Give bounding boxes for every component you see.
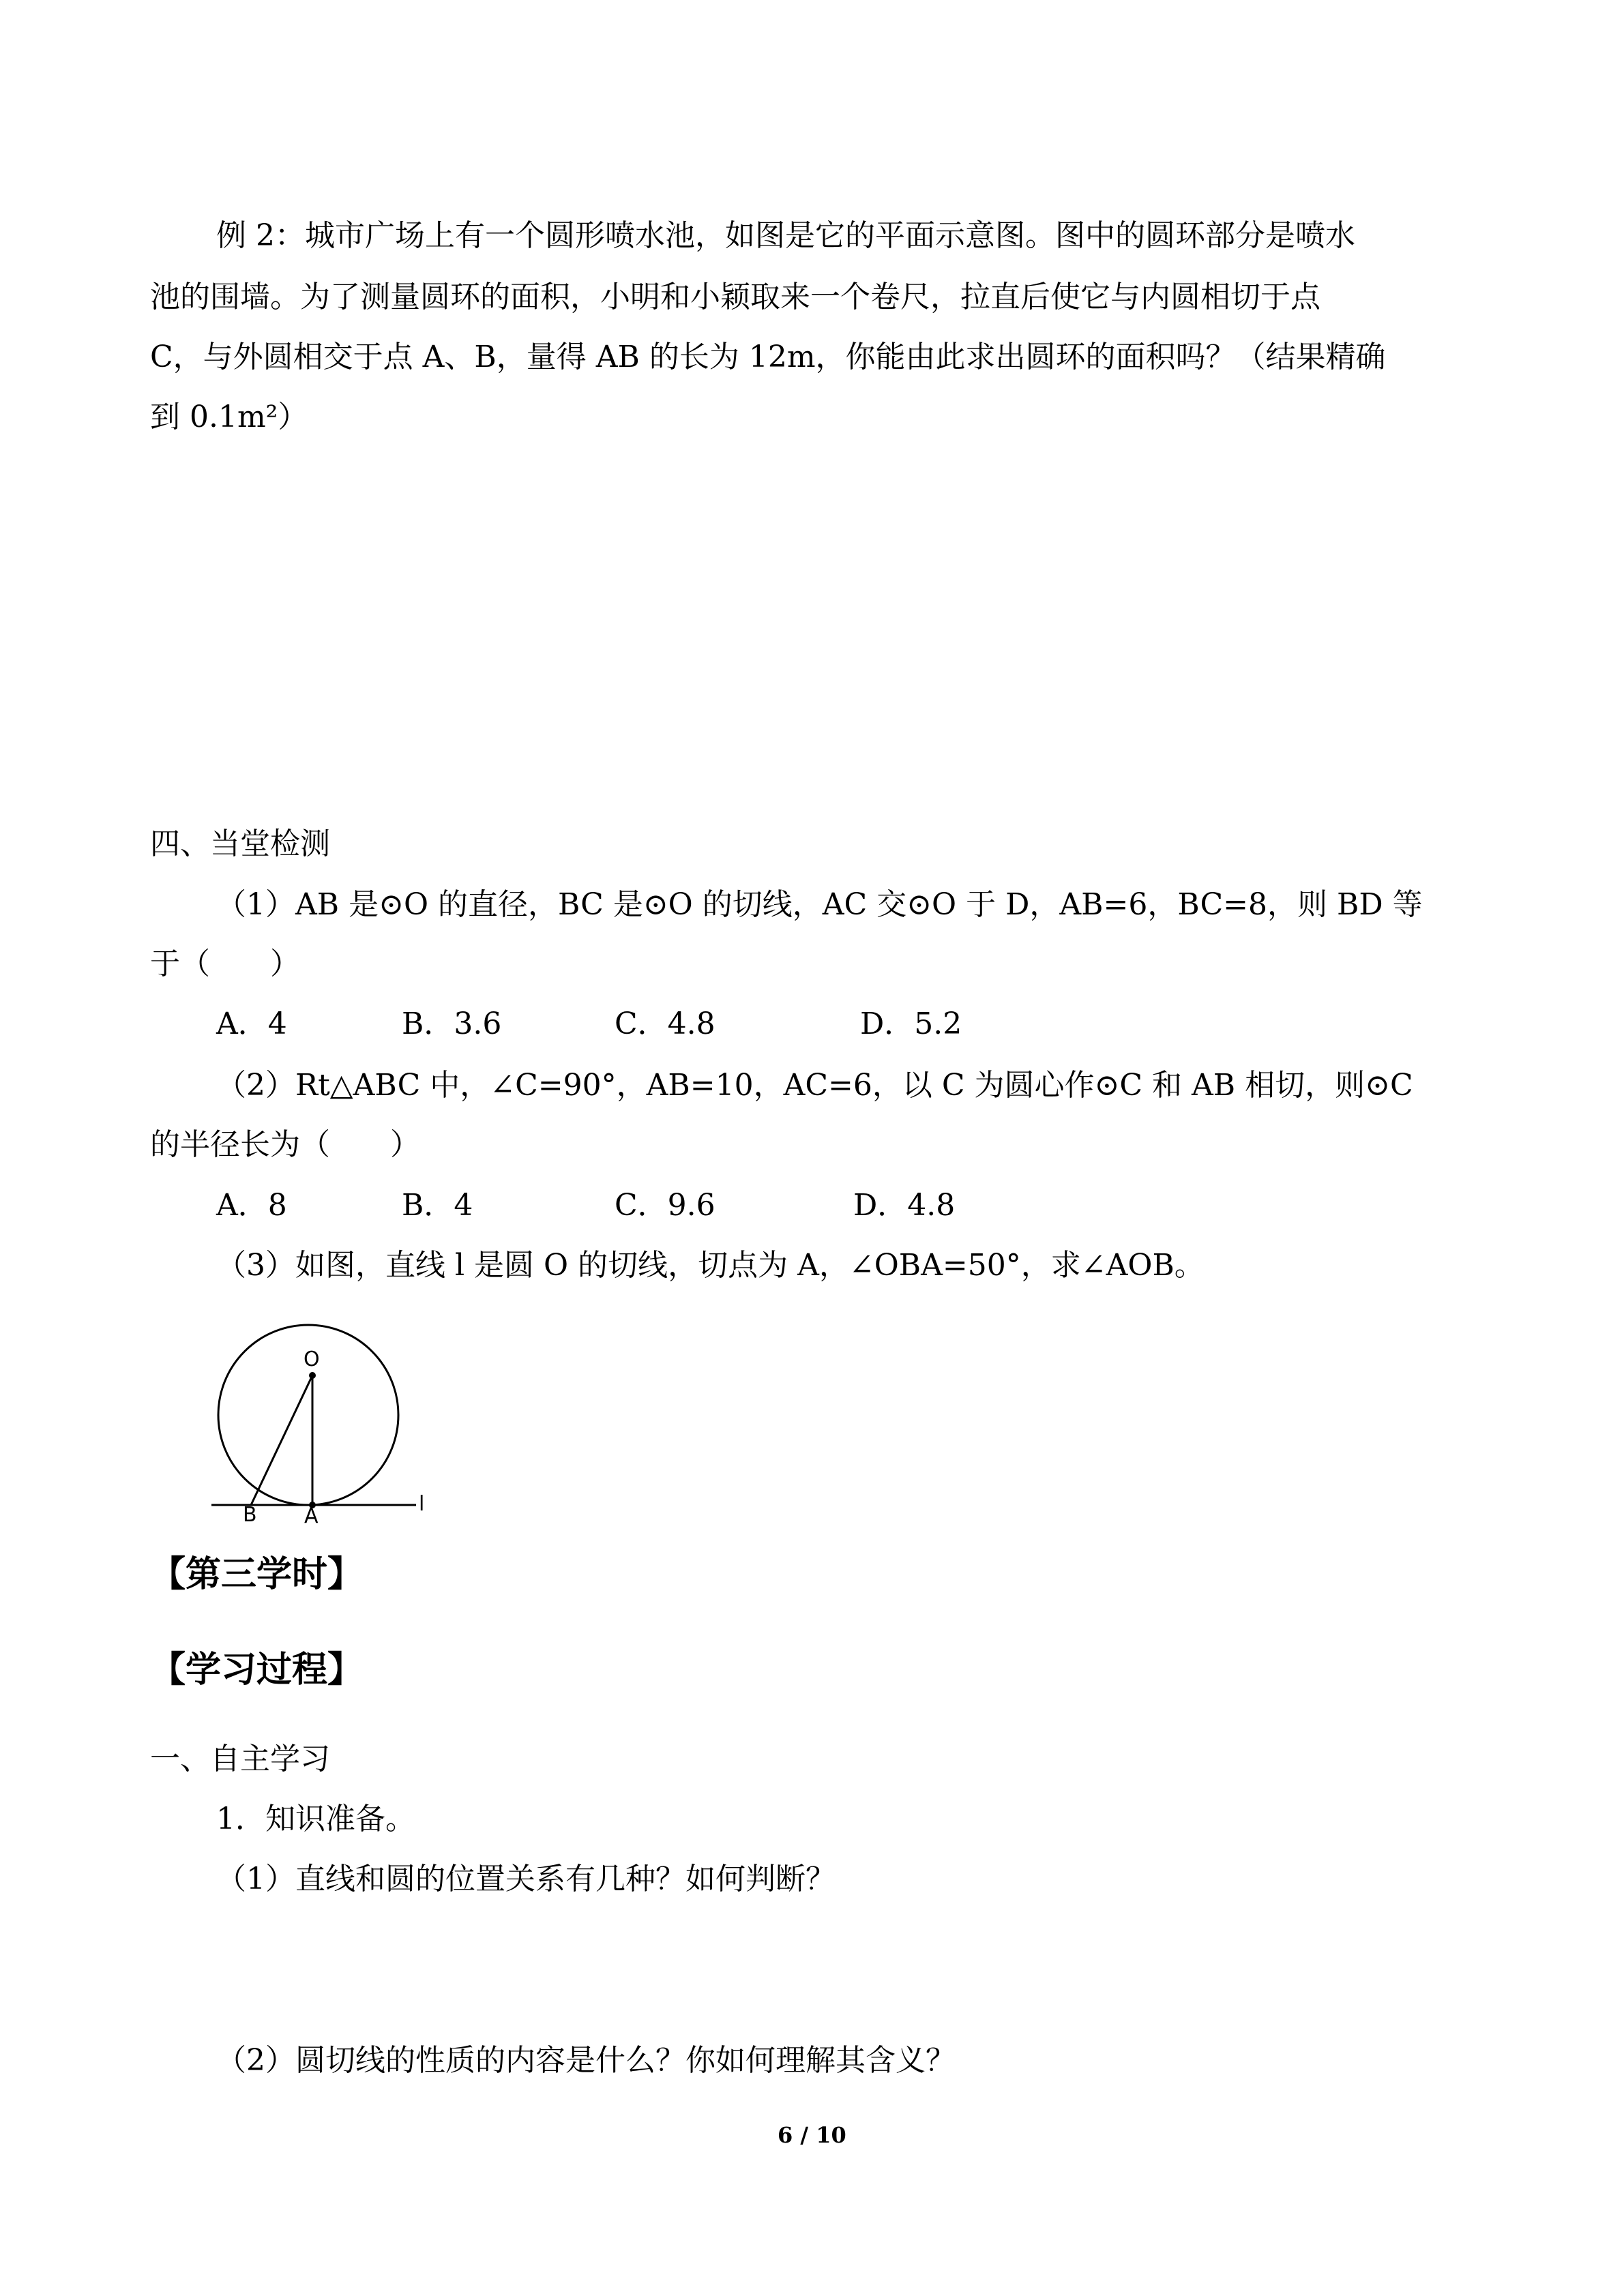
example2-line1: 例 2：城市广场上有一个圆形喷水池，如图是它的平面示意图。图中的圆环部分是喷水 — [216, 218, 1355, 253]
item1: 1．知识准备。 — [216, 1802, 415, 1836]
q2-option-c: C．9.6 — [615, 1188, 715, 1223]
part1-title: 一、自主学习 — [150, 1742, 330, 1776]
q1-line1: （1）AB 是⊙O 的直径，BC 是⊙O 的切线，AC 交⊙O 于 D，AB=6，BC=8，则 BD 等 — [216, 887, 1423, 922]
label-b: B — [243, 1503, 257, 1524]
q2-option-a: A．8 — [216, 1188, 287, 1223]
label-l: l — [419, 1492, 425, 1516]
q1-option-a: A．4 — [216, 1007, 287, 1041]
q2-line1: （2）Rt△ABC 中，∠C=90°，AB=10，AC=6，以 C 为圆心作⊙C 和 AB 相切，则⊙C — [216, 1068, 1413, 1103]
segment-ob — [251, 1375, 312, 1505]
q1-option-b: B．3.6 — [402, 1007, 502, 1041]
q1-option-c: C．4.8 — [615, 1007, 715, 1041]
q1-option-d: D．5.2 — [860, 1007, 962, 1041]
q2-option-d: D．4.8 — [853, 1188, 956, 1223]
section4-title: 四、当堂检测 — [150, 826, 330, 861]
sub-question-1: （1）直线和圆的位置关系有几种？如何判断？ — [216, 1862, 836, 1896]
learning-process-heading: 【学习过程】 — [150, 1650, 364, 1690]
q3-line1: （3）如图，直线 l 是圆 O 的切线，切点为 A，∠OBA=50°，求∠AOB。 — [216, 1248, 1205, 1283]
page-number: 6 / 10 — [778, 2122, 846, 2148]
q2-option-b: B．4 — [402, 1188, 473, 1223]
q1-line2: 于（ ） — [150, 946, 300, 981]
example2-line2: 池的围墙。为了测量圆环的面积，小明和小颖取来一个卷尺，拉直后使它与内圆相切于点 — [150, 280, 1320, 314]
sub-question-2: （2）圆切线的性质的内容是什么？你如何理解其含义？ — [216, 2043, 956, 2078]
label-a: A — [304, 1504, 319, 1524]
example2-line4: 到 0.1m²） — [150, 400, 308, 434]
tangent-circle-figure — [205, 1320, 450, 1524]
example2-line3: C，与外圆相交于点 A、B，量得 AB 的长为 12m，你能由此求出圆环的面积吗？（结果精确 — [150, 340, 1386, 374]
label-o: O — [304, 1347, 320, 1371]
lesson3-heading: 【第三学时】 — [150, 1554, 364, 1595]
q2-line2: 的半径长为（ ） — [150, 1127, 420, 1162]
point-o — [309, 1372, 316, 1379]
